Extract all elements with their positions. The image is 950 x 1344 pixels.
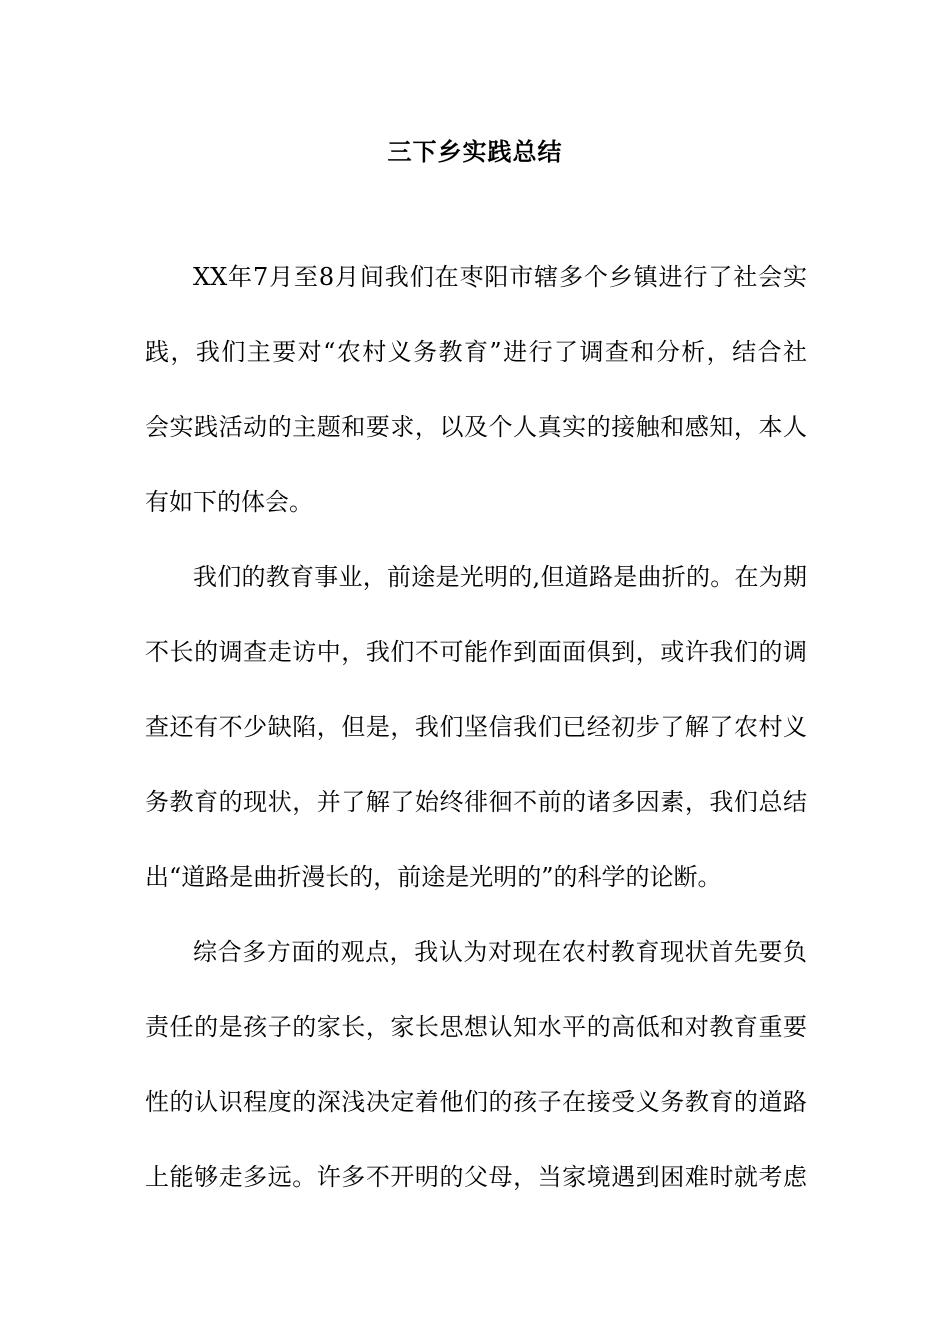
paragraph-2-line-5: 出“道路是曲折漫长的，前途是光明的”的科学的论断。 [145,863,722,891]
paragraph-2-line-2: 不长的调查走访中，我们不可能作到面面俱到，或许我们的调 [145,638,807,666]
paragraph-3-line-2: 责任的是孩子的家长，家长思想认知水平的高低和对教育重要 [145,1013,807,1041]
paragraph-3-line-4: 上能够走多远。许多不开明的父母，当家境遇到困难时就考虑 [145,1163,807,1191]
document-title: 三下乡实践总结 [387,137,563,166]
paragraph-3-line-1: 综合多方面的观点，我认为对现在农村教育现状首先要负 [193,938,807,966]
paragraph-2-line-1: 我们的教育事业，前途是光明的,但道路是曲折的。在为期 [193,563,807,591]
paragraph-1-line-4: 有如下的体会。 [145,488,313,516]
paragraph-1-line-2: 践，我们主要对“农村义务教育”进行了调查和分析，结合社 [145,338,807,366]
paragraph-1-line-1: XX年7月至8月间我们在枣阳市辖多个乡镇进行了社会实 [193,263,807,291]
paragraph-2-line-4: 务教育的现状，并了解了始终徘徊不前的诸多因素，我们总结 [145,788,807,816]
paragraph-3-line-3: 性的认识程度的深浅决定着他们的孩子在接受义务教育的道路 [145,1088,807,1116]
paragraph-2-line-3: 查还有不少缺陷，但是，我们坚信我们已经初步了解了农村义 [145,713,807,741]
paragraph-1-line-3: 会实践活动的主题和要求，以及个人真实的接触和感知，本人 [145,413,807,441]
